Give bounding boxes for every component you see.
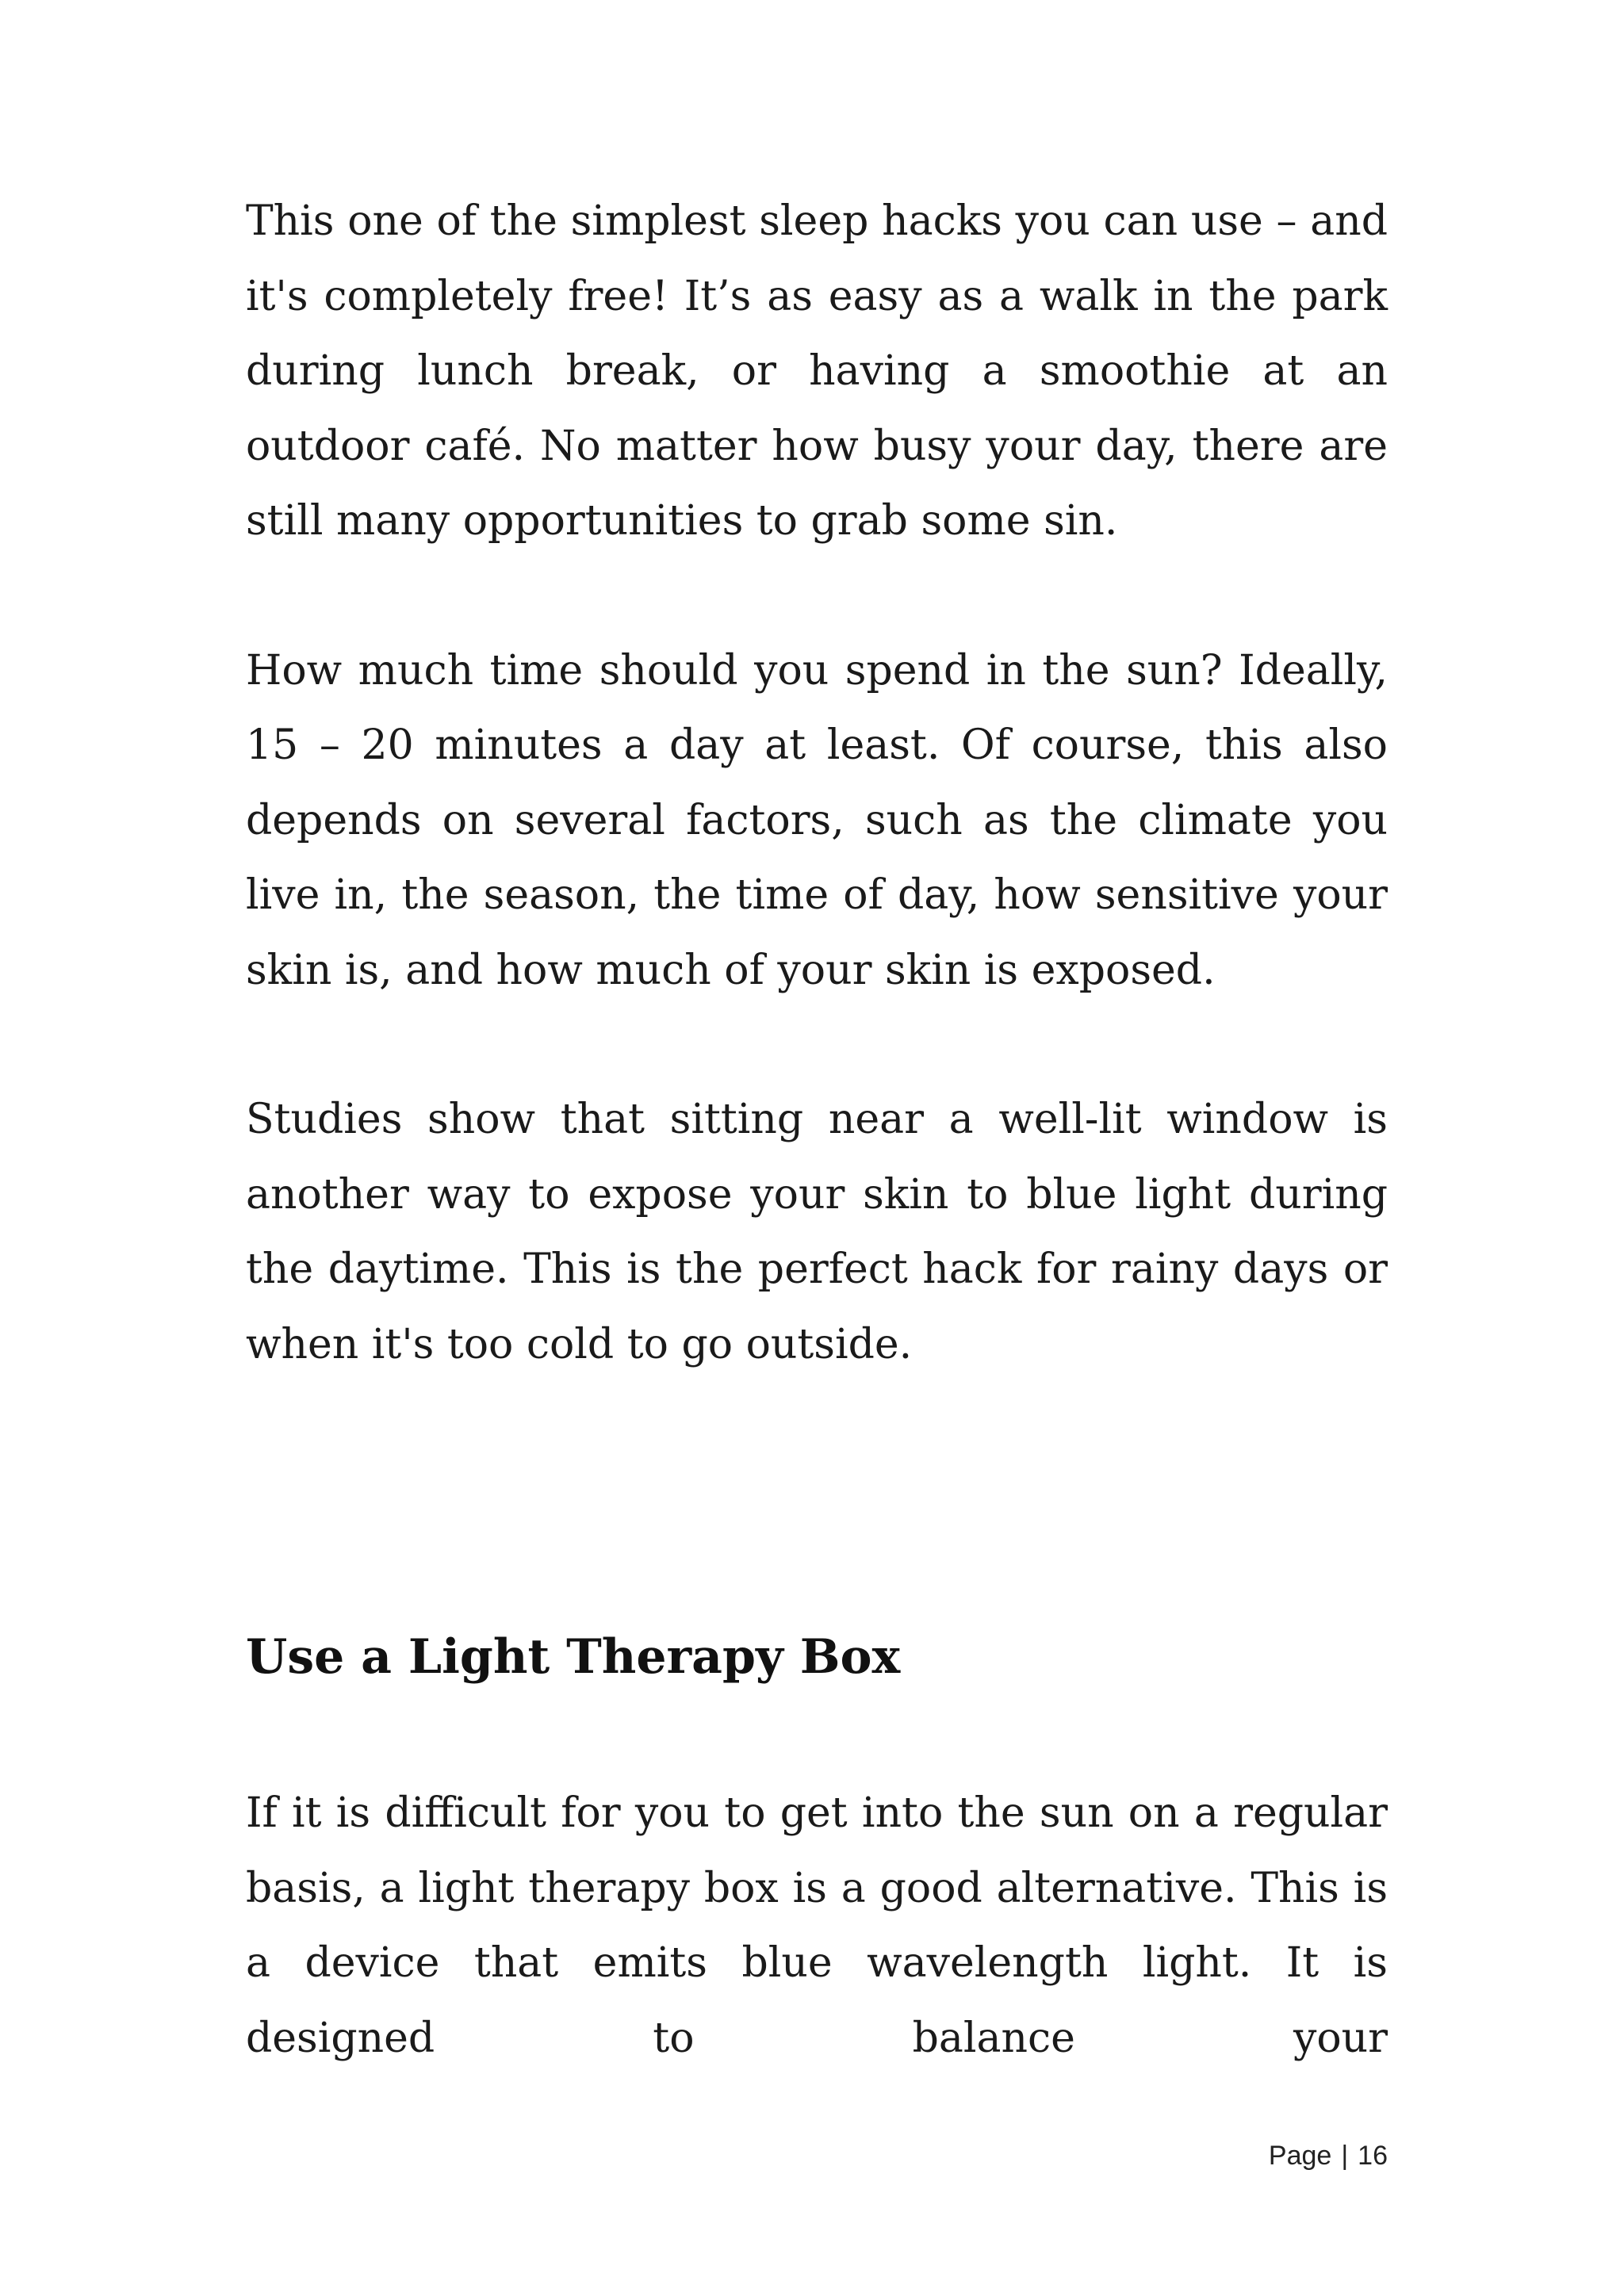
page-label: Page [1268,2141,1332,2171]
page-footer [1269,2141,1388,2172]
page-separator: | [1341,2141,1349,2171]
paragraph-window-light: Studies show that sitting near a well-lit window is another way to expose your skin to blue light during the daytime. This is the perfect hack for rainy days or when it's too cold to go outside. [246,1096,1388,1368]
page-number: 16 [1358,2141,1388,2171]
paragraph-sun-duration: How much time should you spend in the sun? Ideally, 15 – 20 minutes a day at least. Of course, this also depends on several factors, such as the climate you live in, the season, the time of day, how sensitive your skin is, and how much of your skin is exposed. [246,646,1388,994]
body-text [246,184,1388,1382]
section-heading: Use a Light Therapy Box [246,1629,901,1685]
paragraph-sun-exposure: This one of the simplest sleep hacks you can use – and it's completely free! It’s as easy as a walk in the park during lunch break, or having a smoothie at an outdoor café. No matter how busy your day, there are still many opportunities to grab some sin. [246,197,1388,545]
paragraph-light-therapy-box: If it is difficult for you to get into the sun on a regular basis, a light therapy box is a good alternative. This is a device that emits blue wavelength light. It is designed to balance your [246,1789,1388,2062]
